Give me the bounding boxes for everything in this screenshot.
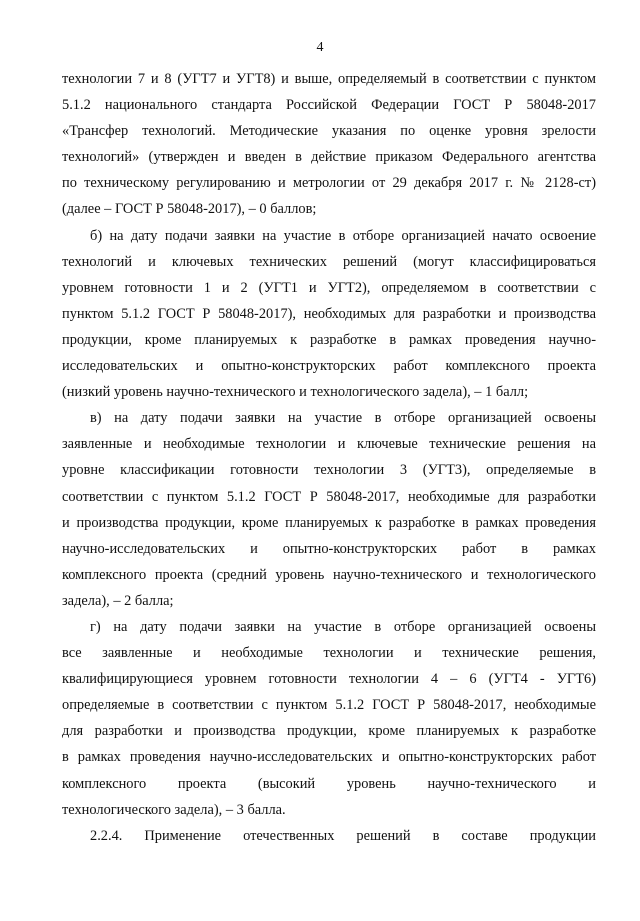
text-line: задела), – 2 балла;: [62, 592, 174, 609]
text-line: технологии 7 и 8 (УГТ7 и УГТ8) и выше, определяемый в соответствии с пунктом: [62, 71, 596, 87]
text-line: комплексного проекта (высокий уровень научно-технического и: [62, 775, 596, 792]
text-line: (низкий уровень научно-технического и технологического задела), – 1 балл;: [62, 384, 529, 401]
text-line: (далее – ГОСТ Р 58048-2017), – 0 баллов;: [62, 201, 317, 218]
text-line: технологий» (утвержден и введен в действие приказом Федерального агентства: [62, 149, 596, 166]
text-line: определяемые в соответствии с пунктом 5.1.2 ГОСТ Р 58048-2017, необходимые: [62, 697, 596, 714]
text-line: технологического задела), – 3 балла.: [62, 801, 286, 818]
document-body: [62, 66, 596, 849]
text-line: в рамках проведения научно-исследовательских и опытно-конструкторских работ: [62, 749, 596, 766]
page-number: 4: [316, 40, 324, 55]
text-line: комплексного проекта (средний уровень научно-технического и технологического: [62, 566, 596, 583]
text-line: продукции, кроме планируемых к разработке в рамках проведения научно-: [62, 331, 596, 348]
text-line: технологий и ключевых технических решений (могут классифицироваться: [62, 253, 596, 270]
text-line: б) на дату подачи заявки на участие в отборе организацией начато освоение: [90, 227, 596, 244]
text-line: все заявленные и необходимые технологии и технические решения,: [62, 645, 596, 662]
text-line: по техническому регулированию и метрологии от 29 декабря 2017 г. № 2128-ст): [62, 175, 596, 192]
text-line: 2.2.4. Применение отечественных решений в составе продукции: [90, 827, 596, 844]
text-line: и производства продукции, кроме планируемых к разработке в рамках проведения: [62, 514, 596, 531]
text-line: уровне классификации готовности технологии 3 (УГТ3), определяемые в: [62, 462, 596, 479]
text-line: «Трансфер технологий. Методические указания по оценке уровня зрелости: [62, 123, 596, 140]
text-line: пунктом 5.1.2 ГОСТ Р 58048-2017), необходимых для разработки и производства: [62, 305, 596, 322]
text-line: квалифицирующиеся уровнем готовности технологии 4 – 6 (УГТ4 - УГТ6): [62, 671, 596, 688]
text-line: г) на дату подачи заявки на участие в отборе организацией освоены: [90, 618, 596, 635]
text-line: научно-исследовательских и опытно-конструкторских работ в рамках: [62, 540, 596, 557]
text-line: уровнем готовности 1 и 2 (УГТ1 и УГТ2), определяемом в соответствии с: [62, 279, 596, 296]
text-line: в) на дату подачи заявки на участие в отборе организацией освоены: [90, 410, 596, 427]
text-line: 5.1.2 национального стандарта Российской Федерации ГОСТ Р 58048-2017: [62, 97, 596, 114]
text-line: соответствии с пунктом 5.1.2 ГОСТ Р 58048-2017, необходимые для разработки: [62, 488, 596, 505]
text-line: заявленные и необходимые технологии и ключевые технические решения на: [62, 436, 596, 453]
text-line: для разработки и производства продукции, кроме планируемых к разработке: [62, 723, 596, 740]
text-line: исследовательских и опытно-конструкторских работ комплексного проекта: [62, 358, 596, 375]
